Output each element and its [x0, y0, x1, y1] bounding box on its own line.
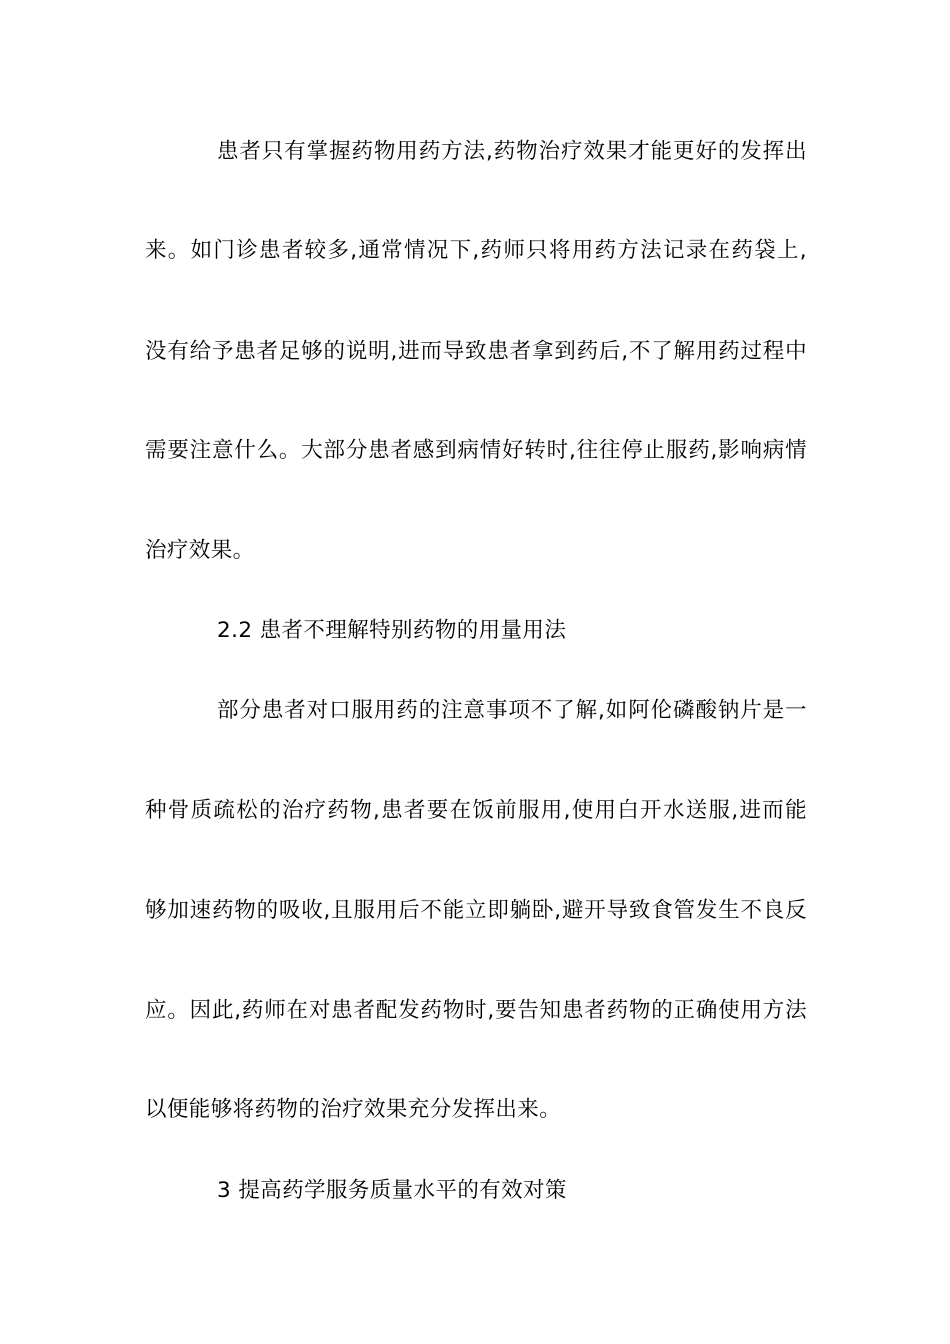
paragraph-line: 够加速药物的吸收,且服用后不能立即躺卧,避开导致食管发生不良反	[145, 898, 807, 923]
section-heading: 2.2 患者不理解特别药物的用量用法	[217, 618, 567, 643]
paragraph-line: 部分患者对口服用药的注意事项不了解,如阿伦磷酸钠片是一	[217, 698, 807, 723]
paragraph-line: 来。如门诊患者较多,通常情况下,药师只将用药方法记录在药袋上,	[145, 238, 807, 263]
paragraph-line: 种骨质疏松的治疗药物,患者要在饭前服用,使用白开水送服,进而能	[145, 798, 807, 823]
paragraph-line: 需要注意什么。大部分患者感到病情好转时,往往停止服药,影响病情	[145, 438, 807, 463]
section-heading: 3 提高药学服务质量水平的有效对策	[217, 1178, 567, 1203]
paragraph-line: 以便能够将药物的治疗效果充分发挥出来。	[145, 1097, 562, 1122]
paragraph-line: 患者只有掌握药物用药方法,药物治疗效果才能更好的发挥出	[217, 139, 807, 164]
paragraph-line: 没有给予患者足够的说明,进而导致患者拿到药后,不了解用药过程中	[145, 339, 807, 364]
paragraph-line: 治疗效果。	[145, 538, 255, 563]
paragraph-line: 应。因此,药师在对患者配发药物时,要告知患者药物的正确使用方法	[145, 998, 807, 1023]
